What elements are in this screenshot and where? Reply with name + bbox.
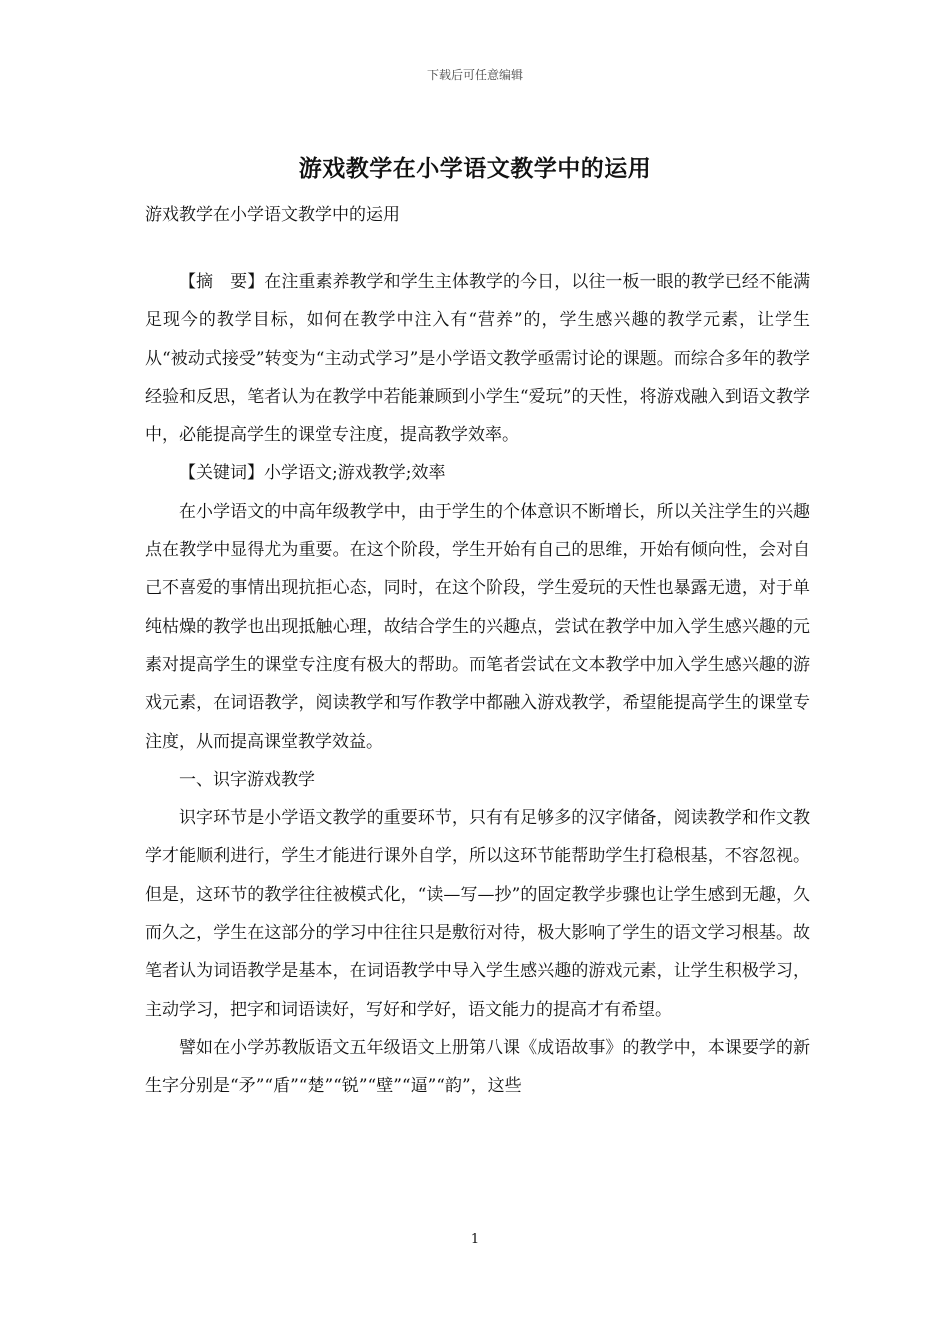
keywords-paragraph: 【关键词】小学语文;游戏教学;效率: [179, 463, 446, 484]
abstract-paragraph: 【摘 要】在注重素养教学和学生主体教学的今日，以往一板一眼的教学已经不能满足现今的教学目标，如何在教学中注入有“营养”的，学生感兴趣的教学元素，让学生从“被动式接受”转变为“主动式学习”是小学语文教学亟需讨论的课题。而综合多年的教学经验和反思，笔者认为在教学中若能兼顾到小学生“爱玩”的天性，将游戏融入到语文教学中，必能提高学生的课堂专注度，提高教学效率。: [145, 272, 810, 446]
page-number: 1: [470, 1232, 480, 1247]
section-heading: 一、识字游戏教学: [179, 769, 315, 790]
body-paragraph: 识字环节是小学语文教学的重要环节，只有有足够多的汉字储备，阅读教学和作文教学才能顺利进行，学生才能进行课外自学，所以这环节能帮助学生打稳根基，不容忽视。但是，这环节的教学往往被模式化，“读—写—抄”的固定教学步骤也让学生感到无趣，久而久之，学生在这部分的学习中往往只是敷衍对待，极大影响了学生的语文学习根基。故笔者认为词语教学是基本，在词语教学中导入学生感兴趣的游戏元素，让学生积极学习，主动学习，把字和词语读好，写好和学好，语文能力的提高才有希望。: [145, 808, 810, 1020]
page-header-note: 下载后可任意编辑: [426, 68, 523, 82]
document-subtitle: 游戏教学在小学语文教学中的运用: [145, 205, 400, 225]
body-paragraph: 譬如在小学苏教版语文五年级语文上册第八课《成语故事》的教学中，本课要学的新生字分别是“矛”“盾”“楚”“锐”“壁”“逼”“韵”，这些: [145, 1037, 810, 1097]
intro-paragraph: 在小学语文的中高年级教学中，由于学生的个体意识不断增长，所以关注学生的兴趣点在教学中显得尤为重要。在这个阶段，学生开始有自己的思维，开始有倾向性，会对自己不喜爱的事情出现抗拒心态，同时，在这个阶段，学生爱玩的天性也暴露无遗，对于单纯枯燥的教学也出现抵触心理，故结合学生的兴趣点，尝试在教学中加入学生感兴趣的元素对提高学生的课堂专注度有极大的帮助。而笔者尝试在文本教学中加入学生感兴趣的游戏元素，在词语教学，阅读教学和写作教学中都融入游戏教学，希望能提高学生的课堂专注度，从而提高课堂教学效益。: [145, 501, 810, 752]
document-body: [145, 263, 810, 1106]
document-title: 游戏教学在小学语文教学中的运用: [298, 155, 652, 182]
